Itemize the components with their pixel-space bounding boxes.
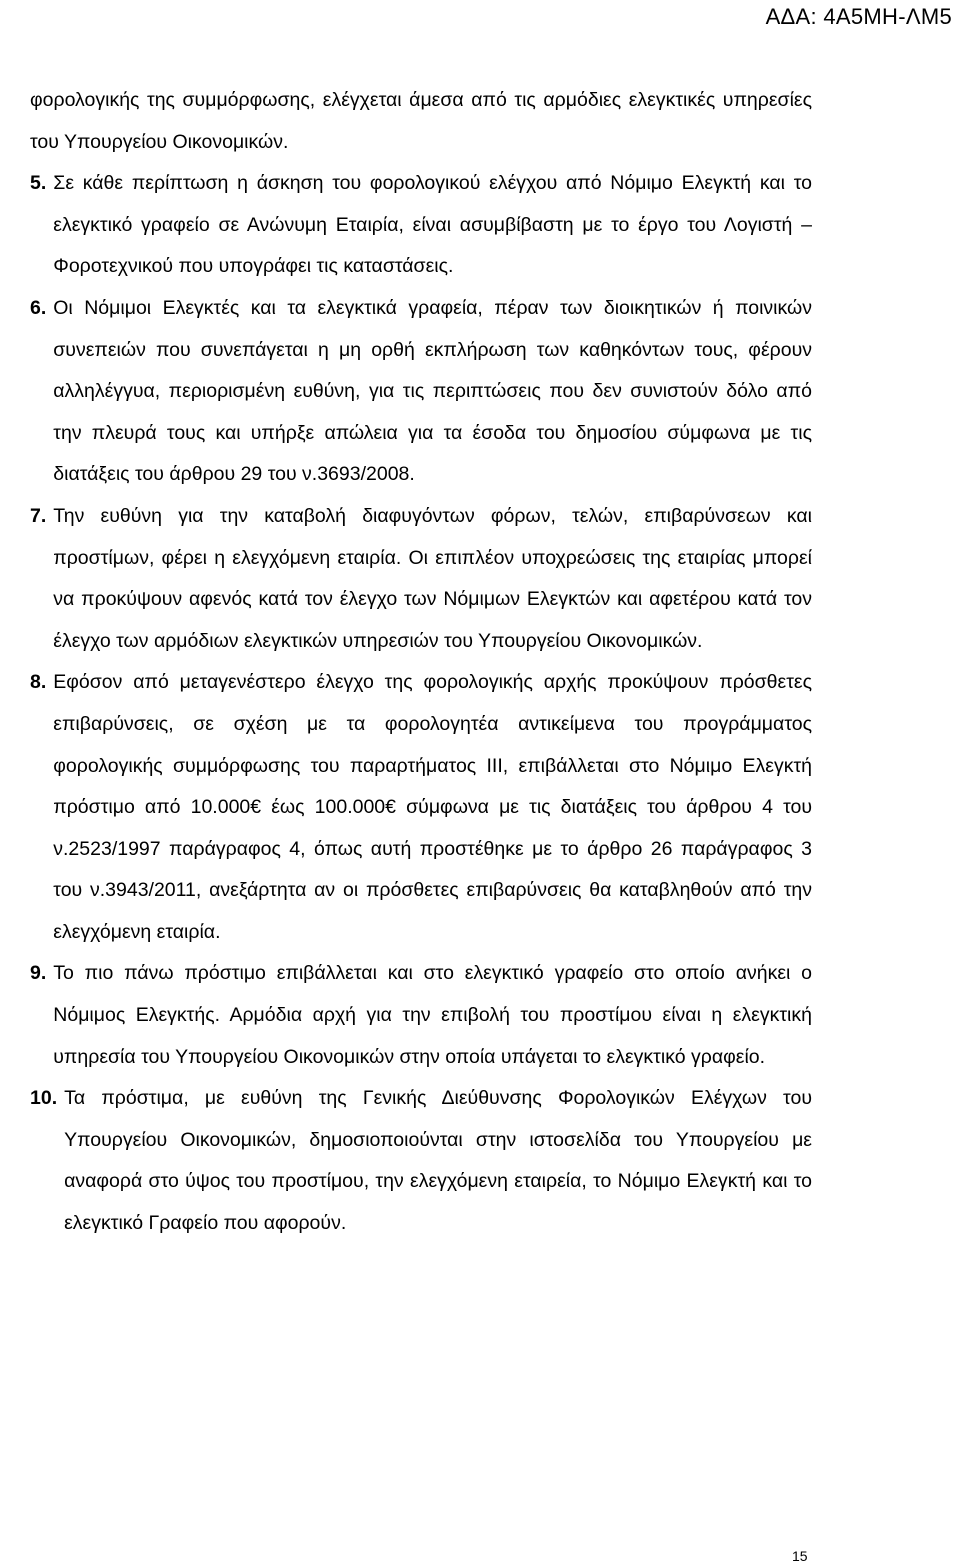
item-number: 7. [30,504,47,527]
list-item-5 [30,163,812,288]
item-text: Εφόσον από μεταγενέστερο έλεγχο της φορολογικής αρχής προκύψουν πρόσθετες επιβαρύνσεις, σε σχέση με τα φορολογητέα αντικείμενα του προγράμματος φορολογικής συμμόρφωσης του παραρτήματος ΙΙΙ, επιβάλλεται στο Νόμιμο Ελεγκτή πρόστιμο από 10.000€ έως 100.000€ σύμφωνα με τις διατάξεις του άρθρου 4 του ν.2523/1997 παράγραφος 4, όπως αυτή προστέθηκε με το άρθρο 26 παράγραφος 3 του ν.3943/2011, ανεξάρτητα αν οι πρόσθετες επιβαρύνσεις θα καταβληθούν από την ελεγχόμενη εταιρία. [53,671,812,943]
list-item-7 [30,496,812,662]
page-number: 15 [792,1548,808,1564]
item-number: 5. [30,172,47,195]
item-text: Σε κάθε περίπτωση η άσκηση του φορολογικού ελέγχου από Νόμιμο Ελεγκτή και το ελεγκτικό γραφείο σε Ανώνυμη Εταιρία, είναι ασυμβίβαστη με το έργο του Λογιστή – Φοροτεχνικού που υπογράφει τις καταστάσεις. [53,172,812,278]
intro-paragraph: φορολογικής της συμμόρφωσης, ελέγχεται άμεσα από τις αρμόδιες ελεγκτικές υπηρεσίες του Υπουργείου Οικονομικών. [30,89,812,153]
item-number: 6. [30,296,47,319]
list-item-8 [30,662,812,953]
item-text: Την ευθύνη για την καταβολή διαφυγόντων φόρων, τελών, επιβαρύνσεων και προστίμων, φέρει η ελεγχόμενη εταιρία. Οι επιπλέον υποχρεώσεις της εταιρίας μπορεί να προκύψουν αφενός κατά τον έλεγχο των Νόμιμων Ελεγκτών και αφετέρου κατά τον έλεγχο των αρμόδιων ελεγκτικών υπηρεσιών του Υπουργείου Οικονομικών. [53,504,812,652]
item-number: 8. [30,671,47,694]
ada-header: ΑΔΑ: 4Α5ΜΗ-ΛΜ5 [765,4,952,29]
item-text: Το πιο πάνω πρόστιμο επιβάλλεται και στο ελεγκτικό γραφείο στο οποίο ανήκει ο Νόμιμος Ελεγκτής. Αρμόδια αρχή για την επιβολή του προστίμου είναι η ελεγκτική υπηρεσία του Υπουργείου Οικονομικών στην οποία υπάγεται το ελεγκτικό γραφείο. [53,962,812,1068]
list-item-9 [30,953,812,1078]
list-item-10 [30,1078,812,1244]
item-text: Τα πρόστιμα, με ευθύνη της Γενικής Διεύθυνσης Φορολογικών Ελέγχων του Υπουργείου Οικονομικών, δημοσιοποιούνται στην ιστοσελίδα του Υπουργείου με αναφορά στο ύψος του προστίμου, την ελεγχόμενη εταιρεία, το Νόμιμο Ελεγκτή και το ελεγκτικό Γραφείο που αφορούν. [64,1087,812,1235]
item-text: Οι Νόμιμοι Ελεγκτές και τα ελεγκτικά γραφεία, πέραν των διοικητικών ή ποινικών συνεπειών που συνεπάγεται η μη ορθή εκπλήρωση των καθηκόντων τους, φέρουν αλληλέγγυα, περιορισμένη ευθύνη, για τις περιπτώσεις που δεν συνιστούν δόλο από την πλευρά τους και υπήρξε απώλεια για τα έσοδα του δημοσίου σύμφωνα με τις διατάξεις του άρθρου 29 του ν.3693/2008. [53,296,812,486]
item-number: 9. [30,962,47,985]
list-item-6 [30,288,812,496]
item-number: 10. [30,1087,58,1110]
document-body [30,80,812,1245]
